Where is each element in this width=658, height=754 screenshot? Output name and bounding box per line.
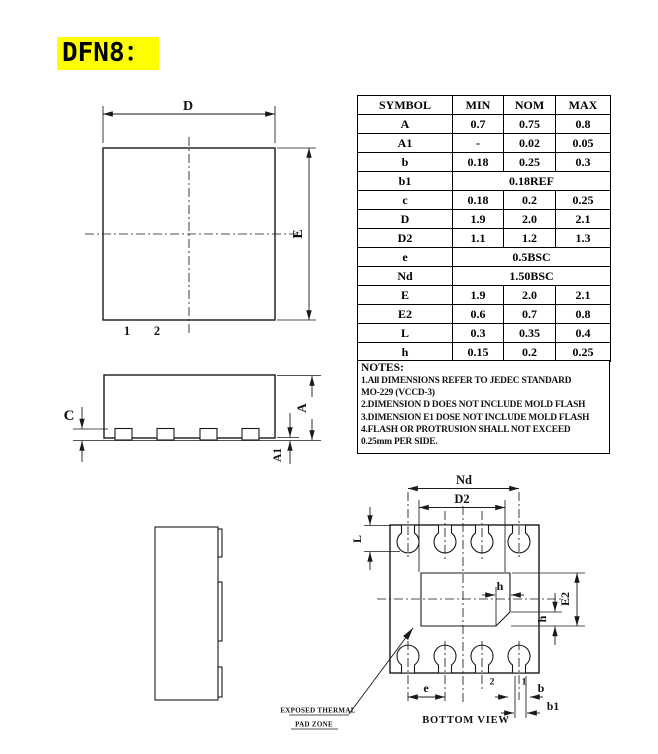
table-row — [358, 134, 611, 153]
side-pad — [218, 667, 222, 697]
pin2-label: 2 — [153, 324, 161, 338]
cell-max: 0.8 — [556, 115, 611, 134]
side-pad — [218, 529, 222, 557]
cell-symbol: D2 — [358, 229, 453, 248]
table-row — [358, 305, 611, 324]
table-header-row — [358, 96, 611, 115]
cell-nom: 0.2 — [504, 191, 556, 210]
column-header-nom: NOM — [504, 96, 556, 115]
cell-span-value: 0.18REF — [453, 172, 611, 191]
cell-symbol: h — [358, 343, 453, 362]
page-title: DFN8： — [57, 37, 159, 70]
pin2-label: 2 — [489, 677, 495, 688]
cell-nom: 2.0 — [504, 286, 556, 305]
dim-label-e-pitch: e — [423, 681, 429, 695]
bottom-view-drawing — [280, 473, 585, 729]
cell-symbol: c — [358, 191, 453, 210]
table-row — [358, 286, 611, 305]
column-header-max: MAX — [556, 96, 611, 115]
thermal-pad-label-line1: EXPOSED THERMAL — [280, 706, 356, 715]
cell-max: 0.3 — [556, 153, 611, 172]
cell-span-value: 0.5BSC — [453, 248, 611, 267]
lead-pad — [242, 429, 259, 441]
note-line: 4.FLASH OR PROTRUSION SHALL NOT EXCEED — [361, 424, 571, 435]
cell-nom: 0.35 — [504, 324, 556, 343]
cell-min: 0.15 — [453, 343, 504, 362]
cell-symbol: E2 — [358, 305, 453, 324]
cell-max: 0.4 — [556, 324, 611, 343]
dim-label-l: L — [350, 534, 364, 544]
cell-min: 0.7 — [453, 115, 504, 134]
package-body-profile — [155, 527, 218, 700]
table-row — [358, 343, 611, 362]
dim-label-nd: Nd — [456, 473, 472, 487]
cell-min: 1.1 — [453, 229, 504, 248]
cell-min: 1.9 — [453, 210, 504, 229]
cell-nom: 2.0 — [504, 210, 556, 229]
cell-nom: 0.7 — [504, 305, 556, 324]
dim-label-d: D — [182, 99, 194, 114]
cell-max: 0.25 — [556, 191, 611, 210]
table-row — [358, 153, 611, 172]
lead-pad — [115, 429, 132, 441]
cell-nom: 0.02 — [504, 134, 556, 153]
side-profile-drawing — [155, 527, 222, 700]
cell-max: 2.1 — [556, 210, 611, 229]
table-row — [358, 229, 611, 248]
cell-nom: 0.25 — [504, 153, 556, 172]
top-view-drawing — [85, 99, 316, 338]
cell-min: 0.18 — [453, 153, 504, 172]
table-row — [358, 210, 611, 229]
dim-label-c: C — [63, 408, 75, 424]
note-line: 2.DIMENSION D DOES NOT INCLUDE MOLD FLASH — [361, 400, 586, 411]
cell-symbol: b — [358, 153, 453, 172]
dim-label-d2: D2 — [454, 492, 470, 506]
table-row — [358, 172, 611, 191]
dim-label-h-chamfer: h — [496, 579, 504, 593]
side-pad — [218, 582, 222, 641]
note-line: MO-229 (VCCD-3) — [361, 388, 435, 399]
notes-box — [357, 360, 610, 454]
cell-span-value: 1.50BSC — [453, 267, 611, 286]
thermal-pad-label-line2: PAD ZONE — [295, 720, 333, 729]
cell-nom: 0.75 — [504, 115, 556, 134]
cell-max: 1.3 — [556, 229, 611, 248]
table-row — [358, 324, 611, 343]
table-row — [358, 267, 611, 286]
cell-min: 0.18 — [453, 191, 504, 210]
cell-min: 0.3 — [453, 324, 504, 343]
cell-max: 0.25 — [556, 343, 611, 362]
dim-label-e2: E2 — [558, 591, 572, 607]
cell-max: 0.8 — [556, 305, 611, 324]
column-header-symbol: SYMBOL — [358, 96, 453, 115]
table-row — [358, 115, 611, 134]
column-header-min: MIN — [453, 96, 504, 115]
table-row — [358, 191, 611, 210]
cell-min: - — [453, 134, 504, 153]
bottom-view-caption: BOTTOM VIEW — [422, 715, 510, 726]
dim-label-a: A — [294, 403, 309, 413]
dim-label-b: b — [537, 681, 545, 695]
side-view-drawing — [64, 375, 321, 464]
cell-max: 2.1 — [556, 286, 611, 305]
cell-symbol: E — [358, 286, 453, 305]
cell-max: 0.05 — [556, 134, 611, 153]
note-line: 0.25mm PER SIDE. — [361, 437, 438, 448]
dim-label-h-side: h — [535, 615, 549, 623]
cell-nom: 0.2 — [504, 343, 556, 362]
dim-label-a1: A1 — [272, 447, 284, 463]
cell-min: 0.6 — [453, 305, 504, 324]
dimension-table — [357, 95, 611, 362]
lead-pad — [200, 429, 217, 441]
pin1-label: 1 — [123, 324, 131, 338]
dim-label-e: E — [291, 229, 306, 239]
cell-symbol: A — [358, 115, 453, 134]
notes-heading: NOTES: — [361, 362, 404, 374]
cell-symbol: A1 — [358, 134, 453, 153]
cell-symbol: e — [358, 248, 453, 267]
lead-pad — [157, 429, 174, 441]
cell-min: 1.9 — [453, 286, 504, 305]
cell-nom: 1.2 — [504, 229, 556, 248]
dim-label-b1: b1 — [546, 701, 560, 713]
cell-symbol: L — [358, 324, 453, 343]
pin1-label: 1 — [521, 677, 527, 688]
cell-symbol: D — [358, 210, 453, 229]
cell-symbol: Nd — [358, 267, 453, 286]
note-line: 1.All DIMENSIONS REFER TO JEDEC STANDARD — [361, 376, 572, 386]
note-line: 3.DIMENSION E1 DOSE NOT INCLUDE MOLD FLASH — [361, 412, 590, 423]
cell-symbol: b1 — [358, 172, 453, 191]
table-row — [358, 248, 611, 267]
